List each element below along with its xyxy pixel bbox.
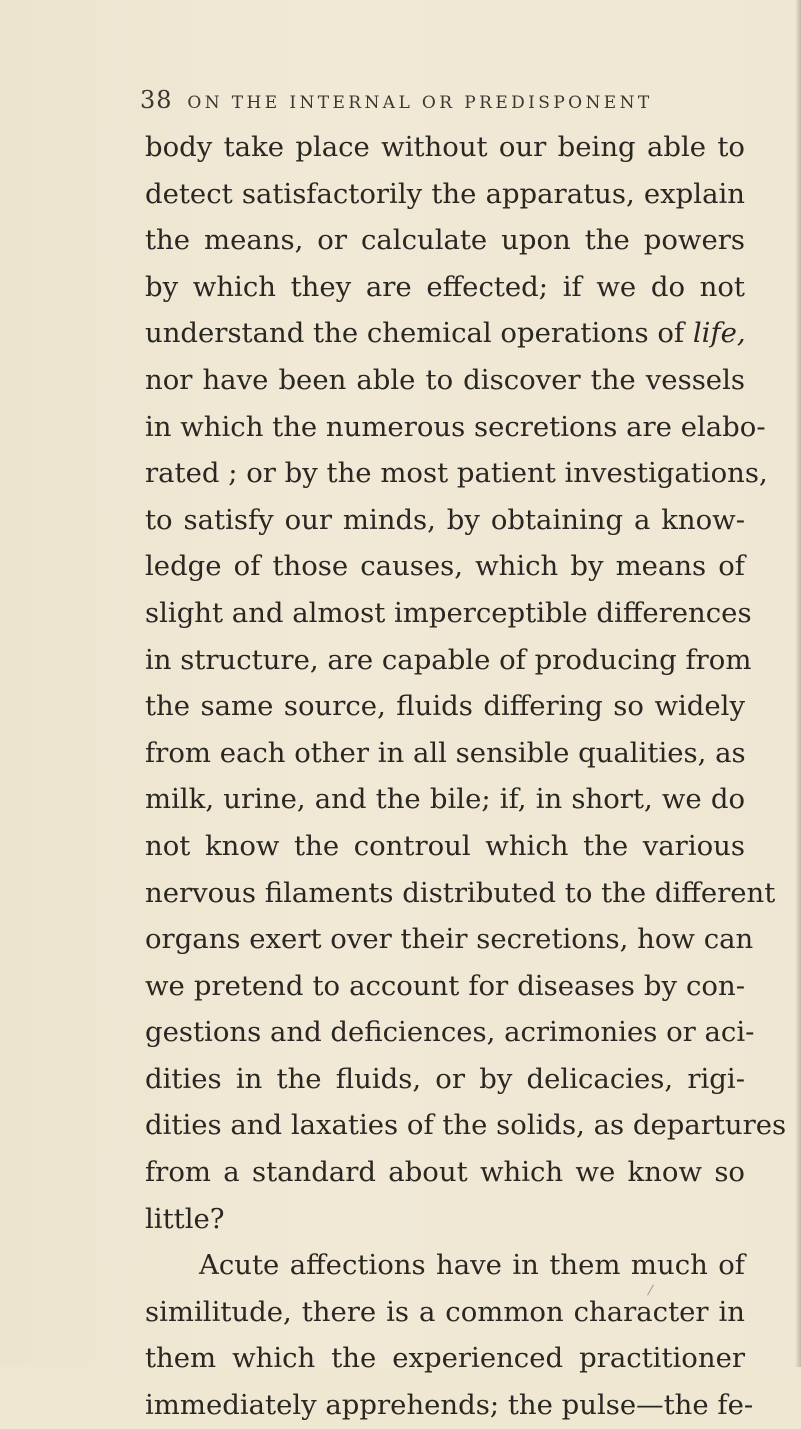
running-title: ON THE INTERNAL OR PREDISPONENT xyxy=(187,93,653,113)
text-line: in which the numerous secretions are elabo- xyxy=(145,410,766,443)
text-line: them which the experienced practitioner xyxy=(145,1342,745,1375)
text-line: milk, urine, and the bile; if, in short, we do xyxy=(145,783,745,816)
paragraph xyxy=(145,124,787,1242)
page-number: 38 xyxy=(140,86,173,114)
text-line: by which they are effected; if we do not xyxy=(145,270,745,303)
text-line xyxy=(145,310,745,357)
italic-word: life, xyxy=(692,317,746,350)
text-line: organs exert over their secretions, how can xyxy=(145,923,754,956)
text-line: dities in the fluids, or by delicacies, rigi- xyxy=(145,1062,745,1095)
text-line: rated ; or by the most patient investigations, xyxy=(145,457,768,490)
text-line: little? xyxy=(145,1202,225,1235)
text-line: not know the controul which the various xyxy=(145,829,745,862)
body-text xyxy=(145,124,787,1429)
text-segment: understand the chemical operations of xyxy=(145,317,693,350)
text-line: ledge of those causes, which by means of xyxy=(145,550,745,583)
text-line: detect satisfactorily the apparatus, explain xyxy=(145,177,745,210)
text-line: gestions and deficiences, acrimonies or aci- xyxy=(145,1016,755,1049)
text-line: nervous filaments distributed to the different xyxy=(145,876,776,909)
page-edge-shadow xyxy=(795,0,801,1367)
text-line: slight and almost imperceptible differences xyxy=(145,596,752,629)
text-line: nor have been able to discover the vessels xyxy=(145,363,745,396)
text-line: dities and laxaties of the solids, as departures xyxy=(145,1109,787,1142)
text-line: the same source, fluids differing so widely xyxy=(145,690,745,723)
running-header xyxy=(140,86,653,114)
text-line: the means, or calculate upon the powers xyxy=(145,224,745,257)
text-line: Acute affections have in them much of xyxy=(199,1249,745,1282)
text-line: similitude, there is a common character in xyxy=(145,1295,745,1328)
text-line: to satisfy our minds, by obtaining a know- xyxy=(145,503,745,536)
paragraph xyxy=(145,1242,754,1428)
text-line: from each other in all sensible qualities, as xyxy=(145,736,746,769)
text-line: we pretend to account for diseases by con- xyxy=(145,969,745,1002)
text-line: immediately apprehends; the pulse—the fe- xyxy=(145,1389,754,1422)
text-line: body take place without our being able to xyxy=(145,131,745,163)
text-line: in structure, are capable of producing from xyxy=(145,643,752,676)
text-line: from a standard about which we know so xyxy=(145,1156,745,1189)
